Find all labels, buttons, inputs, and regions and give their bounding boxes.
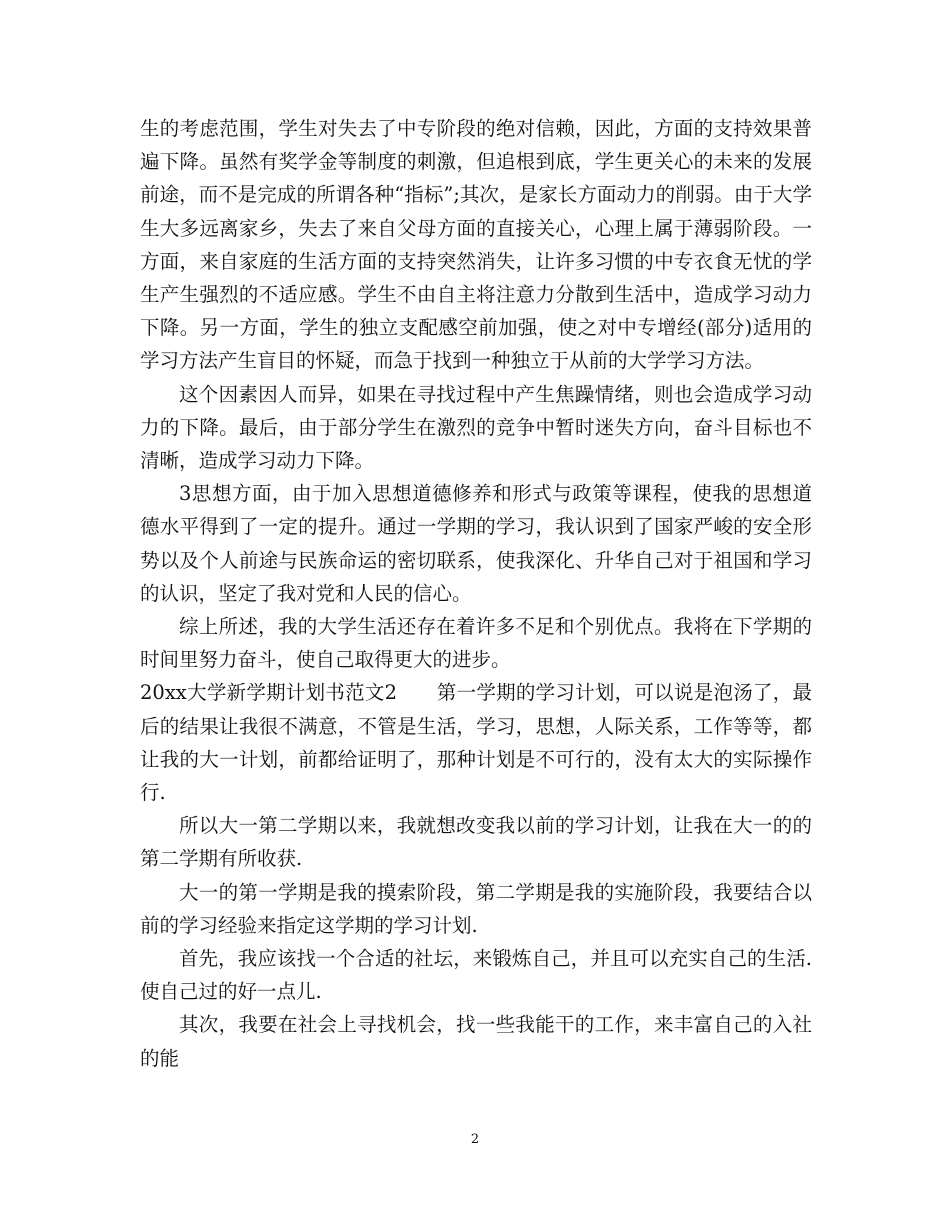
document-body bbox=[140, 112, 812, 1075]
paragraph-8: 首先，我应该找一个合适的社坛，来锻炼自己，并且可以充实自己的生活.使自己过的好一点儿. bbox=[140, 947, 812, 1004]
paragraph-2: 这个因素因人而异，如果在寻找过程中产生焦躁情绪，则也会造成学习动力的下降。最后，由于部分学生在激烈的竞争中暂时迷失方向，奋斗目标也不清晰，造成学习动力下降。 bbox=[140, 382, 812, 473]
paragraph-7: 大一的第一学期是我的摸索阶段，第二学期是我的实施阶段，我要结合以前的学习经验来指定这学期的学习计划. bbox=[140, 880, 812, 937]
paragraph-5-section-heading: 20xx大学新学期计划书范文2 第一学期的学习计划，可以说是泡汤了，最后的结果让我很不满意，不管是生活，学习，思想，人际关系，工作等等，都让我的大一计划，前都给证明了，那种计划是不可行的，没有太大的实际操作行. bbox=[140, 681, 812, 805]
paragraph-1: 生的考虑范围，学生对失去了中专阶段的绝对信赖，因此，方面的支持效果普遍下降。虽然有奖学金等制度的刺激，但追根到底，学生更关心的未来的发展前途，而不是完成的所谓各种“指标”;其次，是家长方面动力的削弱。由于大学生大多远离家乡，失去了来自父母方面的直接关心，心理上属于薄弱阶段。一方面，来自家庭的生活方面的支持突然消失，让许多习惯的中专衣食无忧的学生产生强烈的不适应感。学生不由自主将注意力分散到生活中，造成学习动力下降。另一方面，学生的独立支配感空前加强，使之对中专增经(部分)适用的学习方法产生盲目的怀疑，而急于找到一种独立于从前的大学学习方法。 bbox=[140, 117, 812, 373]
page-number: 2 bbox=[470, 1132, 480, 1147]
paragraph-3: 3思想方面，由于加入思想道德修养和形式与政策等课程，使我的思想道德水平得到了一定的提升。通过一学期的学习，我认识到了国家严峻的安全形势以及个人前途与民族命运的密切联系，使我深化、升华自己对于祖国和学习的认识，坚定了我对党和人民的信心。 bbox=[140, 482, 812, 605]
paragraph-9: 其次，我要在社会上寻找机会，找一些我能干的工作，来丰富自己的入社的能 bbox=[140, 1013, 812, 1070]
paragraph-6: 所以大一第二学期以来，我就想改变我以前的学习计划，让我在大一的的第二学期有所收获. bbox=[140, 814, 812, 871]
paragraph-4: 综上所述，我的大学生活还存在着许多不足和个别优点。我将在下学期的时间里努力奋斗，使自己取得更大的进步。 bbox=[140, 615, 812, 672]
